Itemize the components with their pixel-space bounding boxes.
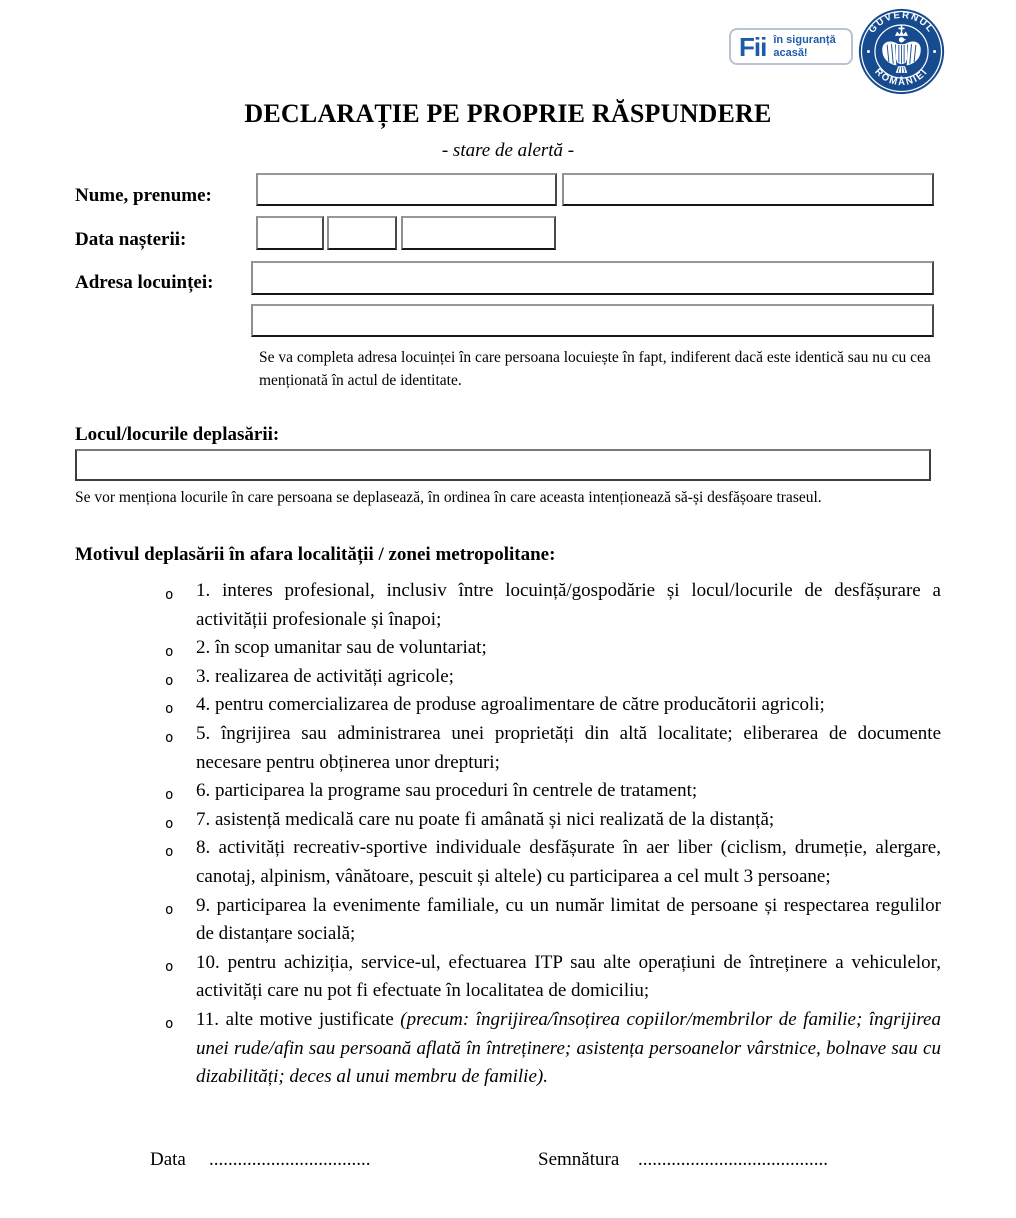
address-input-line1[interactable] bbox=[251, 261, 934, 295]
list-item: o 4. pentru comercializarea de produse agroalimentare de către producătorii agricoli; bbox=[163, 691, 941, 720]
address-input-line2[interactable] bbox=[251, 304, 934, 337]
motive-label: Motivul deplasării în afara localității / zonei metropolitane: bbox=[75, 544, 556, 565]
date-fill-line: .................................. bbox=[209, 1149, 371, 1170]
address-label: Adresa locuinței: bbox=[75, 272, 214, 293]
birth-year-input[interactable] bbox=[401, 216, 556, 250]
motive-list bbox=[163, 577, 941, 1092]
list-item: o 3. realizarea de activități agricole; bbox=[163, 663, 941, 692]
list-bullet: o bbox=[165, 701, 174, 718]
list-bullet: o bbox=[165, 587, 174, 603]
seal-text-top: GUVERNUL bbox=[866, 9, 937, 36]
page-title: DECLARAȚIE PE PROPRIE RĂSPUNDERE bbox=[244, 99, 772, 128]
birth-month-input[interactable] bbox=[327, 216, 397, 250]
list-item: o 8. activități recreativ-sportive individuale desfășurate în aer liber (ciclism, drumeție, alergare, canotaj, alpinism, vânătoare, pescuit și altele) cu participarea a cel mult 3 persoane; bbox=[165, 837, 941, 887]
signature-label: Semnătura bbox=[538, 1149, 620, 1170]
guvernul-romaniei-seal bbox=[858, 8, 945, 95]
list-bullet: o bbox=[165, 729, 174, 746]
list-bullet: o bbox=[165, 901, 174, 918]
list-bullet: o bbox=[165, 958, 174, 975]
list-bullet: o bbox=[165, 844, 174, 861]
list-bullet: o bbox=[165, 644, 174, 661]
destination-label: Locul/locurile deplasării: bbox=[75, 424, 280, 445]
fii-in-siguranta-badge bbox=[729, 28, 853, 65]
list-item: o 9. participarea la evenimente familiale, cu un număr limitat de persoane și respectarea regulilor de distanțare socială; bbox=[165, 894, 941, 945]
list-item: o 10. pentru achiziția, service-ul, efectuarea ITP sau alte operațiuni de întreținere a vehiculelor, activități care nu pot fi efectuate în localitatea de domiciliu; bbox=[165, 951, 941, 1002]
badge-line1: în siguranță bbox=[773, 34, 836, 46]
list-bullet: o bbox=[165, 672, 174, 689]
list-bullet: o bbox=[165, 815, 174, 832]
list-item: o 7. asistență medicală care nu poate fi amânată și nici realizată de la distanță; bbox=[163, 806, 941, 835]
destination-input[interactable] bbox=[75, 449, 931, 481]
page-subtitle: - stare de alertă - bbox=[441, 140, 575, 161]
signature-fill-line: ........................................ bbox=[638, 1149, 828, 1170]
seal-text-bottom: ROMÂNIEI bbox=[872, 66, 931, 89]
list-item: o 5. îngrijirea sau administrarea unei proprietăți din altă localitate; eliberarea de documente necesare pentru obținerea unor drepturi; bbox=[165, 722, 941, 773]
list-item: o 2. în scop umanitar sau de voluntariat; bbox=[163, 634, 941, 663]
list-bullet: o bbox=[165, 1015, 174, 1032]
fii-logo-text: Fii bbox=[739, 31, 767, 62]
list-item: o 6. participarea la programe sau proceduri în centrele de tratament; bbox=[163, 777, 941, 806]
address-note: Se va completa adresa locuinței în care persoana locuiește în fapt, indiferent dacă este identică sau nu cu cea menționată în actul de identitate. bbox=[259, 349, 931, 389]
birth-day-input[interactable] bbox=[256, 216, 324, 250]
birth-date-label: Data nașterii: bbox=[75, 229, 187, 250]
date-label: Data bbox=[150, 1149, 186, 1170]
badge-line2: acasă! bbox=[773, 46, 808, 59]
list-item: o 11. alte motive justificate (precum: îngrijirea/însoțirea copiilor/membrilor de familie; îngrijirea unei rude/afin sau persoană aflată în întreținere; asistența persoanelor vârstnice, bolnave sau cu dizabilități; deces al unui membru de familie). bbox=[165, 1008, 941, 1088]
list-item: o 1. interes profesional, inclusiv între locuință/gospodărie și locul/locurile de desfășurare a activității profesionale și înapoi; bbox=[165, 580, 941, 630]
destination-note: Se vor menționa locurile în care persoana se deplasează, în ordinea în care aceasta intenționează să-și desfășoare traseul. bbox=[75, 489, 822, 506]
last-name-input[interactable] bbox=[256, 173, 557, 206]
list-bullet: o bbox=[165, 787, 174, 804]
first-name-input[interactable] bbox=[562, 173, 934, 206]
name-label: Nume, prenume: bbox=[75, 185, 212, 206]
